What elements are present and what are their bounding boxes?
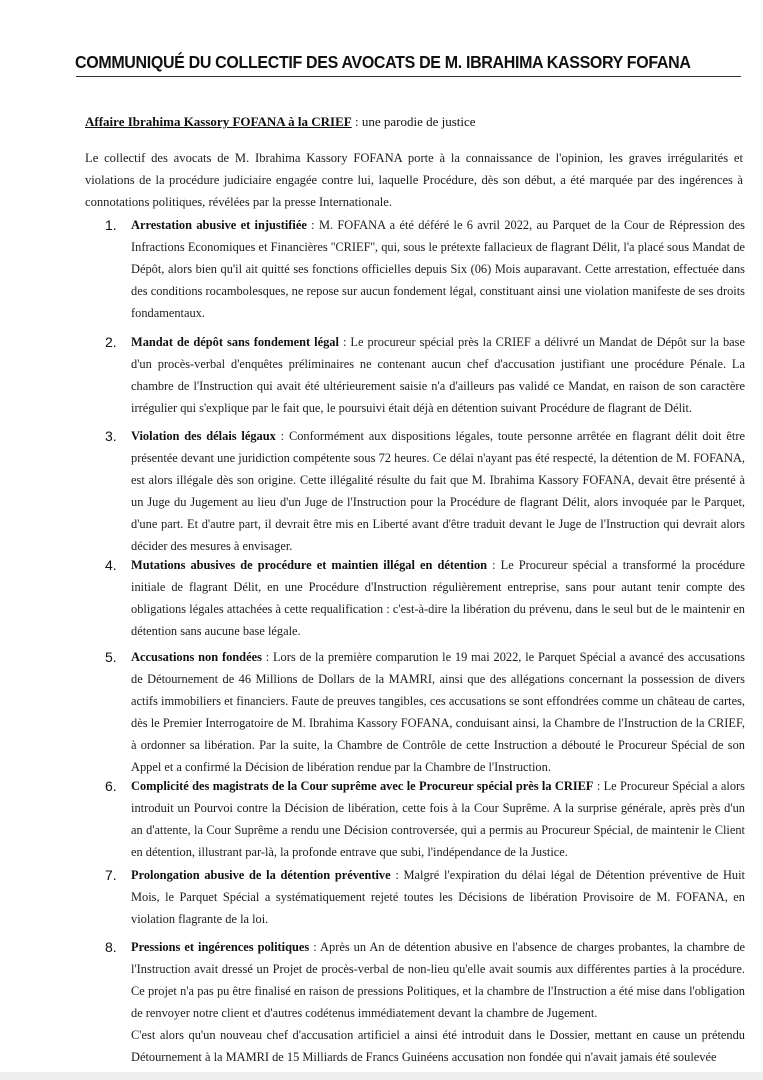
list-item-body	[131, 214, 745, 324]
list-item-title: Violation des délais légaux	[131, 429, 276, 443]
list-number: 3.	[105, 428, 117, 444]
list-number: 1.	[105, 217, 117, 233]
list-item-title: Pressions et ingérences politiques	[131, 940, 310, 954]
list-item-text: : Lors de la première comparution le 19 mai 2022, le Parquet Spécial a avancé des accusations de Détournement de 46 Millions de Dollars de la MAMRI, ainsi que des allégations concernant la possession de divers actifs immobiliers et financiers. Faute de preuves tangibles, ces accusations se sont effondrées comme un château de cartes, dès le Premier Interrogatoire de M. Ibrahima Kassory FOFANA, conduisant ainsi, la Chambre de l'Instruction de la CRIEF, à ordonner sa libération. Par la suite, la Chambre de Contrôle de cette Instruction a débouté le Procureur Spécial de son Appel et a confirmé la Décision de libération rendue par la Chambre de l'Instruction.	[131, 650, 745, 774]
bottom-gray-strip	[0, 1072, 763, 1080]
title-underline	[76, 76, 741, 77]
list-number: 7.	[105, 867, 117, 883]
list-item-body	[131, 646, 745, 778]
list-item-title: Arrestation abusive et injustifiée	[131, 218, 307, 232]
list-number: 5.	[105, 649, 117, 665]
section-heading-underlined: Affaire Ibrahima Kassory FOFANA à la CRIEF	[85, 114, 352, 129]
list-item-title: Mutations abusives de procédure et maintien illégal en détention	[131, 558, 488, 572]
list-item-continuation: C'est alors qu'un nouveau chef d'accusation artificiel a ainsi été introduit dans le Dossier, mettant en cause un prétendu Détournement à la MAMRI de 15 Milliards de Francs Guinéens accusation non fondée qui n'avait jamais été soulevée	[131, 1028, 745, 1064]
list-number: 6.	[105, 778, 117, 794]
list-item-title: Accusations non fondées	[131, 650, 262, 664]
list-item-title: Prolongation abusive de la détention préventive	[131, 868, 391, 882]
list-item-title: Complicité des magistrats de la Cour suprême avec le Procureur spécial près la CRIEF	[131, 779, 594, 793]
list-item-body	[131, 554, 745, 642]
list-item-text: : Le Procureur spécial a transformé la procédure initiale de flagrant Délit, en une Procédure d'Instruction régulièrement entreprise, sans pour autant tenir compte des obligations légales attachées à cette requalification : c'est-à-dire la libération du prévenu, dans le seul but de le maintenir en détention sans aucune base légale.	[131, 558, 745, 638]
list-item-title: Mandat de dépôt sans fondement légal	[131, 335, 339, 349]
list-number: 4.	[105, 557, 117, 573]
list-item-text: : Malgré l'expiration du délai légal de Détention préventive de Huit Mois, le Parquet Spécial a systématiquement rejeté toutes les Décisions de libération Provisoire de M. FOFANA, en violation flagrante de la loi.	[131, 868, 745, 926]
list-item-text: : Le Procureur Spécial a alors introduit un Pourvoi contre la Décision de libération, cette fois à la Cour Suprême. A la surprise générale, après près d'un an d'attente, la Cour Suprême a rendu une Décision controversée, qui a permis au Procureur Spécial, de maintenir le Client en détention, illustrant par-là, la profonde entrave que subi, l'indépendance de la Justice.	[131, 779, 745, 859]
list-item-body	[131, 425, 745, 557]
list-item-text: : Conformément aux dispositions légales, toute personne arrêtée en flagrant délit doit être présentée devant une juridiction compétente sous 72 heures. Ce délai n'ayant pas été respecté, la détention de M. FOFANA, est alors illégale dès son origine. Cette illégalité résulte du fait que M. Ibrahima Kassory FOFANA, devait être présenté à un Juge du Jugement au lieu d'un Juge de l'Instruction pour la Procédure de flagrant Délit, alors invoquée par le Parquet, d'une part. Et d'autre part, il devrait être mis en Liberté avant d'être traduit devant le Juge de l'Instruction qui devrait alors décider des mesures à envisager.	[131, 429, 745, 553]
list-item-text: : Le procureur spécial près la CRIEF a délivré un Mandat de Dépôt sur la base d'un procès-verbal d'enquêtes préliminaires ne contenant aucun chef d'accusation justifiant une procédure Pénale. La chambre de l'Instruction qui avait été ultérieurement saisie n'a d'ailleurs pas validé ce Mandat, en raison de son caractère irrégulier qui s'explique par le fait que, le poursuivi était déjà en détention suivant Procédure de flagrant de Délit.	[131, 335, 745, 415]
document-title: COMMUNIQUÉ DU COLLECTIF DES AVOCATS DE M. IBRAHIMA KASSORY FOFANA	[75, 52, 691, 72]
list-item-body	[131, 331, 745, 419]
list-item-text: : Après un An de détention abusive en l'absence de charges probantes, la chambre de l'Instruction avait dressé un Projet de procès-verbal de non-lieu qu'elle avait soumis aux différentes parties à la procédure. Ce projet n'a pas pu être finalisé en raison de pressions Politiques, et la chambre de l'Instruction a été mise dans l'obligation de renvoyer notre client et d'autres codétenus immédiatement devant la chambre de Jugement.	[131, 940, 746, 1020]
list-item-text: : M. FOFANA a été déféré le 6 avril 2022, au Parquet de la Cour de Répression des Infractions Economiques et Financières ''CRIEF'', qui, sous le prétexte fallacieux de flagrant Délit, l'a placé sous Mandat de Dépôt, alors bien qu'il ait quitté ses fonctions officielles depuis Six (06) Mois auparavant. Cette arrestation, effectuée dans des conditions rocambolesques, ne repose sur aucun fondement légal, constituant ainsi une violation manifeste de ses droits fondamentaux.	[131, 218, 745, 320]
list-item-body	[131, 775, 745, 863]
list-item-body	[131, 864, 745, 930]
list-number: 2.	[105, 334, 117, 350]
list-number: 8.	[105, 939, 117, 955]
list-item-body	[131, 936, 745, 1068]
section-heading	[85, 114, 476, 130]
intro-paragraph: Le collectif des avocats de M. Ibrahima Kassory FOFANA porte à la connaissance de l'opinion, les graves irrégularités et violations de la procédure judiciaire engagée contre lui, laquelle Procédure, dès son début, a été marquée par des ingérences à connotations politiques, révélées par la presse Internationale.	[85, 151, 743, 209]
section-heading-rest: : une parodie de justice	[351, 114, 476, 129]
